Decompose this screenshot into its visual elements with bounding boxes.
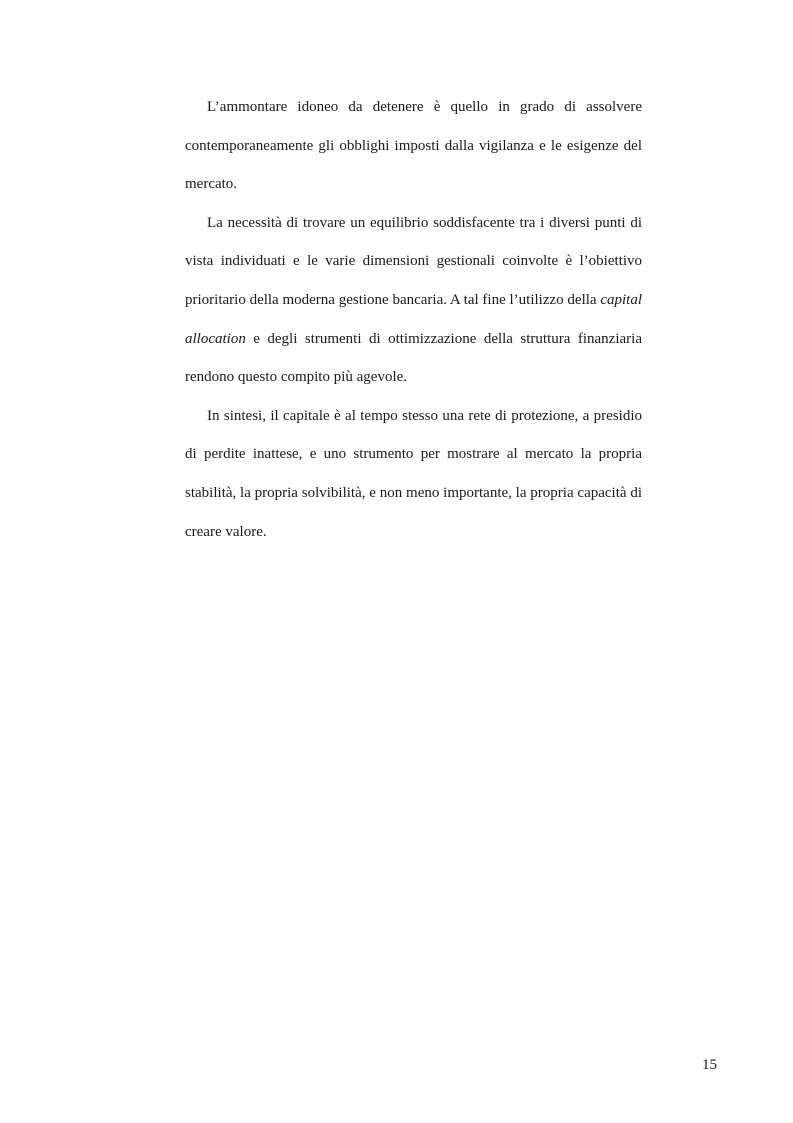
paragraph-2-text-after: e degli strumenti di ottimizzazione della struttura finanziaria rendono questo compito più agevole. (185, 330, 642, 386)
capital-allocation-term: capital allocation (185, 291, 642, 347)
paragraph-1: L’ammontare idoneo da detenere è quello in grado di assolvere contemporaneamente gli obblighi imposti dalla vigilanza e le esigenze del mercato. (185, 99, 642, 193)
paragraph-2 (185, 204, 642, 397)
paragraph-3: In sintesi, il capitale è al tempo stesso una rete di protezione, a presidio di perdite inattese, e uno strumento per mostrare al mercato la propria stabilità, la propria solvibilità, e non meno importante, la propria capacità di creare valore. (185, 407, 642, 540)
paragraph-2-text-before: La necessità di trovare un equilibrio soddisfacente tra i diversi punti di vista individuati e le varie dimensioni gestionali coinvolte è l’obiettivo prioritario della moderna gestione bancaria. A tal fine l’utilizzo della (185, 214, 642, 308)
page-number: 15 (702, 1057, 717, 1073)
body-text (185, 88, 642, 551)
